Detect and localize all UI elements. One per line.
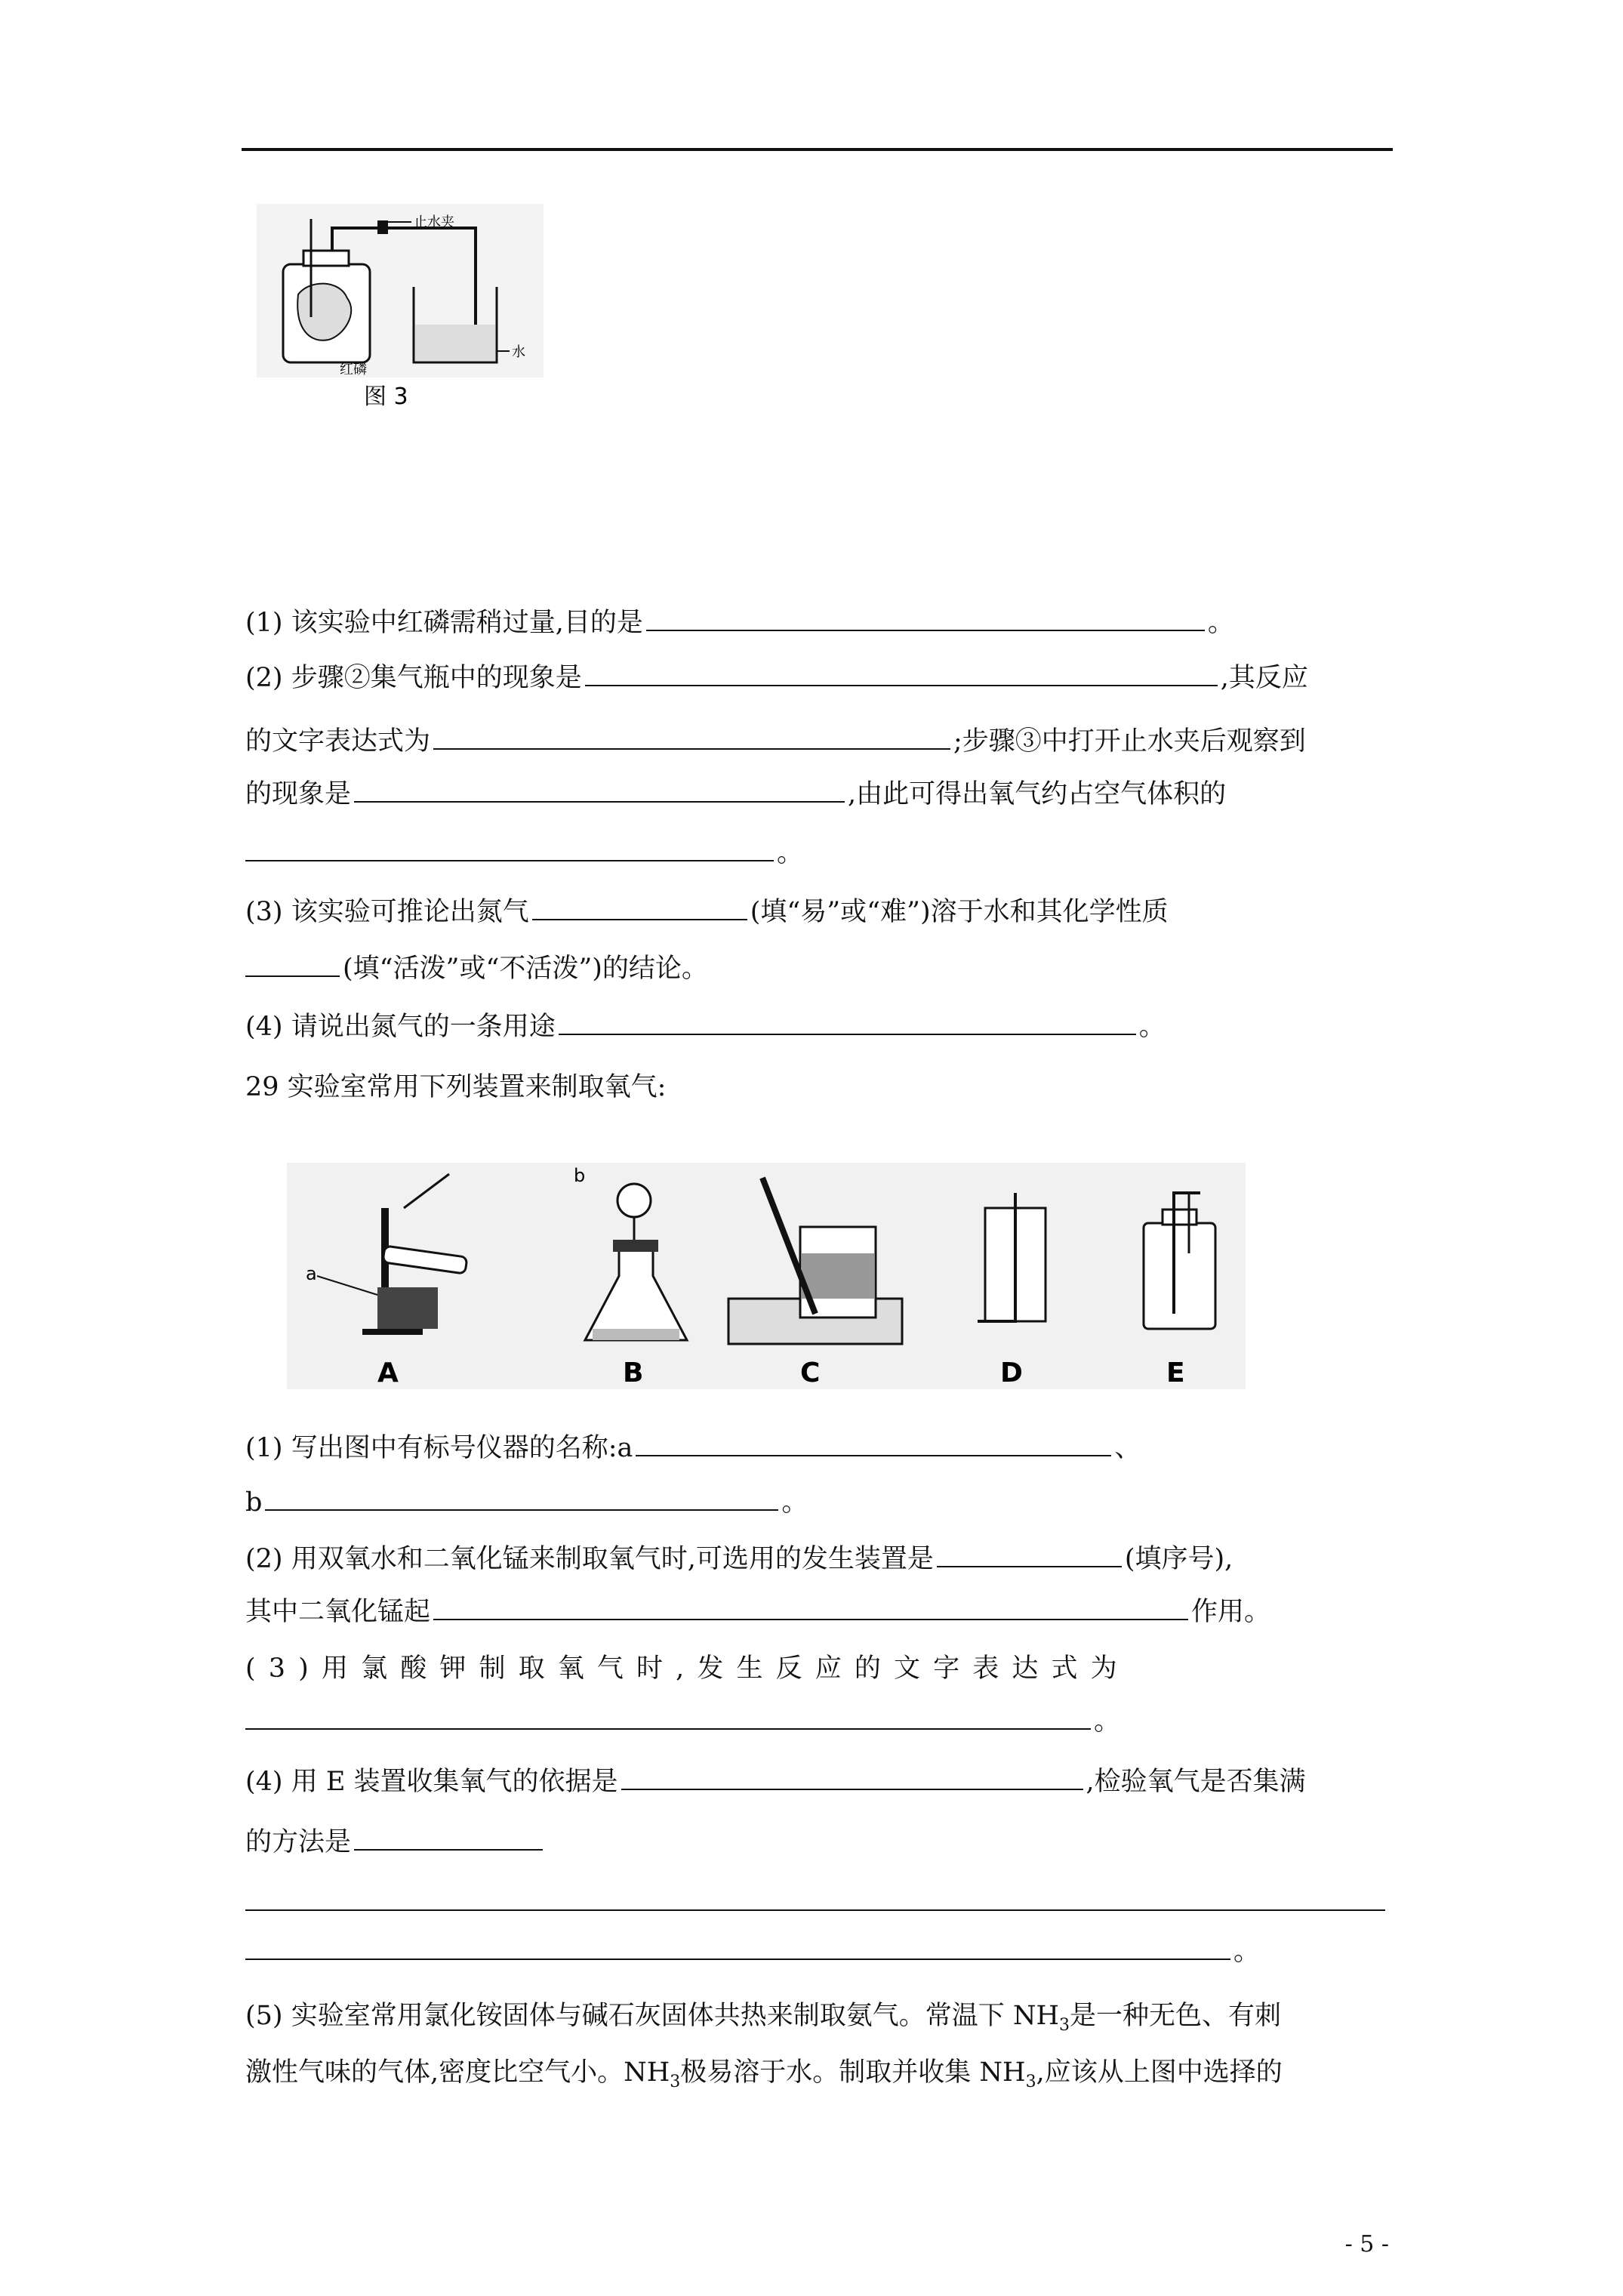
pointer-label-b: b <box>574 1165 586 1186</box>
answer-blank[interactable] <box>646 607 1205 631</box>
figure3-label-phosphorus: 红磷 <box>340 362 367 378</box>
q29-apparatus-figure <box>287 1163 1246 1389</box>
answer-blank[interactable] <box>937 1543 1122 1567</box>
apparatus-label-e: E <box>1166 1358 1185 1388</box>
answer-blank[interactable] <box>354 778 845 803</box>
q29-part4-line4: 。 <box>245 1929 1400 1974</box>
answer-blank[interactable] <box>245 953 340 977</box>
answer-blank[interactable] <box>621 1766 1083 1790</box>
q28-part1: (1) 该实验中红磷需稍过量,目的是 。 <box>245 608 1234 638</box>
q29-title: 29 实验室常用下列装置来制取氧气: <box>245 1072 667 1102</box>
answer-blank[interactable] <box>433 1596 1188 1620</box>
header-rule <box>242 148 1393 151</box>
q28-part3-line1: (3) 该实验可推论出氮气 (填“易”或“难”)溶于水和其化学性质 <box>245 897 1169 927</box>
q29-part5-line2: 激性气味的气体,密度比空气小。$NH_3$极易溶于水。制取并收集 $NH_3$,应该从上图中选择的 <box>245 2057 1283 2091</box>
page-number: - 5 - <box>1344 2231 1389 2257</box>
pointer-label-a: a <box>306 1263 317 1284</box>
q29-part3-line2: 。 <box>245 1699 1400 1744</box>
answer-blank[interactable] <box>559 1011 1136 1035</box>
q28-part3-line2: (填“活泼”或“不活泼”)的结论。 <box>245 946 1400 991</box>
q29-part4-line3 <box>245 1880 1400 1925</box>
q29-part1-line1: (1) 写出图中有标号仪器的名称:a 、 <box>245 1433 1141 1463</box>
q28-part2-line1: (2) 步骤②集气瓶中的现象是 ,其反应 <box>245 663 1308 693</box>
answer-blank[interactable] <box>532 896 747 920</box>
apparatus-label-b: B <box>623 1358 644 1388</box>
answer-blank[interactable] <box>354 1826 543 1851</box>
q28-part2-line3: 的现象是 ,由此可得出氧气约占空气体积的 <box>245 779 1227 809</box>
answer-blank[interactable] <box>585 662 1218 686</box>
q29-part1-line2: b 。 <box>245 1487 808 1518</box>
answer-blank[interactable] <box>265 1487 778 1511</box>
figure3-label-water: 水 <box>512 344 525 360</box>
q28-part2-line4: 。 <box>245 831 1400 876</box>
q29-part4-line1: (4) 用 E 装置收集氧气的依据是 ,检验氧气是否集满 <box>245 1767 1306 1797</box>
figure-3-apparatus <box>257 204 544 415</box>
answer-blank[interactable] <box>245 1887 1385 1911</box>
q29-part5-line1: (5) 实验室常用氯化铵固体与碱石灰固体共热来制取氨气。常温下 $NH_3$是一种无色、有刺 <box>245 2001 1281 2035</box>
figure3-caption: 图 3 <box>364 384 408 410</box>
q29-part3-line1: ( 3 ) 用 氯 酸 钾 制 取 氧 气 时 , 发 生 反 应 的 文 字 表 达 式 为 <box>245 1653 1117 1684</box>
q29-part4-line2: 的方法是 <box>245 1820 1400 1865</box>
q29-part2-line2: 其中二氧化锰起 作用。 <box>245 1597 1271 1627</box>
answer-blank[interactable] <box>636 1432 1111 1456</box>
answer-blank[interactable] <box>245 1706 1091 1730</box>
q29-part2-line1: (2) 用双氧水和二氧化锰来制取氧气时,可选用的发生装置是 (填序号), <box>245 1544 1233 1574</box>
apparatus-label-d: D <box>1000 1358 1023 1388</box>
apparatus-label-c: C <box>800 1358 821 1388</box>
answer-blank[interactable] <box>433 726 950 750</box>
q28-part2-line2: 的文字表达式为 ;步骤③中打开止水夹后观察到 <box>245 726 1306 757</box>
answer-blank[interactable] <box>245 837 774 861</box>
q28-part4: (4) 请说出氮气的一条用途 。 <box>245 1012 1166 1042</box>
figure3-label-clamp: 止水夹 <box>414 214 454 230</box>
apparatus-label-a: A <box>377 1358 399 1388</box>
answer-blank[interactable] <box>245 1936 1230 1960</box>
